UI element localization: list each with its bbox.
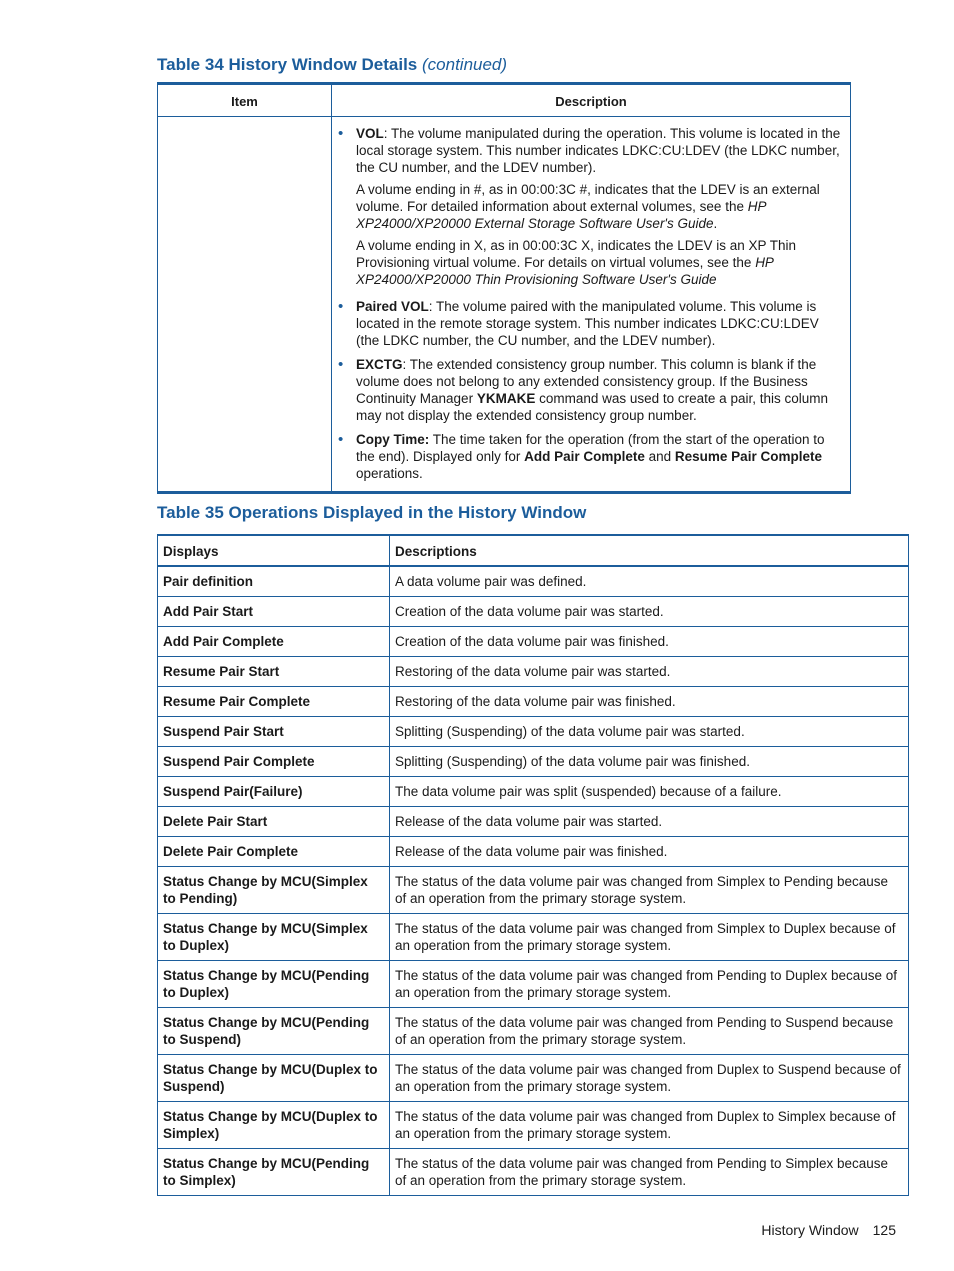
table-row	[158, 777, 909, 807]
display-cell: Suspend Pair Complete	[158, 747, 390, 777]
term-copy-time: Copy Time:	[356, 432, 430, 447]
table-row	[158, 914, 909, 961]
command-ykmake: YKMAKE	[476, 391, 536, 406]
display-cell: Status Change by MCU(Pending to Simplex)	[158, 1149, 390, 1196]
description-cell: Release of the data volume pair was started.	[390, 807, 909, 837]
bullet-vol-p3	[356, 237, 844, 288]
table-header-row	[158, 84, 851, 117]
display-cell: Add Pair Start	[158, 597, 390, 627]
table-row	[158, 1008, 909, 1055]
bullet-paired-vol-text: : The volume paired with the manipulated volume. This volume is located in the remote storage system. This number indicates LDKC:CU:LDEV (the LDKC number, the CU number, and the LDEV number).	[356, 299, 819, 348]
table-row	[158, 1149, 909, 1196]
table-row	[158, 1055, 909, 1102]
description-cell: The status of the data volume pair was changed from Duplex to Simplex because of an operation from the primary storage system.	[390, 1102, 909, 1149]
display-cell: Delete Pair Complete	[158, 837, 390, 867]
display-cell: Suspend Pair Start	[158, 717, 390, 747]
operation-add-pair-complete: Add Pair Complete	[524, 449, 645, 464]
table-row	[158, 117, 851, 493]
column-header-item: Item	[158, 84, 332, 117]
description-cell: Release of the data volume pair was finished.	[390, 837, 909, 867]
display-cell: Delete Pair Start	[158, 807, 390, 837]
table-row	[158, 1102, 909, 1149]
display-cell: Status Change by MCU(Duplex to Simplex)	[158, 1102, 390, 1149]
table-34-caption	[157, 55, 507, 75]
description-cell: The data volume pair was split (suspended) because of a failure.	[390, 777, 909, 807]
table-34-caption-main: Table 34 History Window Details	[157, 55, 418, 74]
bullet-vol-p1	[356, 125, 844, 176]
operation-resume-pair-complete: Resume Pair Complete	[674, 449, 822, 464]
table-row	[158, 657, 909, 687]
table-row	[158, 627, 909, 657]
display-cell: Status Change by MCU(Simplex to Duplex)	[158, 914, 390, 961]
display-cell: Resume Pair Complete	[158, 687, 390, 717]
page-number: 125	[872, 1222, 896, 1238]
table-row	[158, 837, 909, 867]
table-row	[158, 807, 909, 837]
table-row	[158, 597, 909, 627]
table-row	[158, 961, 909, 1008]
bullet-exctg	[356, 356, 844, 424]
description-cell: The status of the data volume pair was changed from Pending to Duplex because of an operation from the primary storage system.	[390, 961, 909, 1008]
description-cell: The status of the data volume pair was changed from Simplex to Pending because of an operation from the primary storage system.	[390, 867, 909, 914]
description-cell: The status of the data volume pair was changed from Pending to Simplex because of an operation from the primary storage system.	[390, 1149, 909, 1196]
table-row	[158, 747, 909, 777]
guide-reference-thin-provisioning: HP XP24000/XP20000 Thin Provisioning Software User's Guide	[356, 255, 774, 287]
description-cell: Splitting (Suspending) of the data volume pair was started.	[390, 717, 909, 747]
table-35-caption: Table 35 Operations Displayed in the History Window	[157, 503, 587, 522]
bullet-copy-time-text-1: The time taken for the operation (from the start of the operation to the end). Displayed only for	[356, 432, 825, 464]
display-cell: Suspend Pair(Failure)	[158, 777, 390, 807]
column-header-displays: Displays	[158, 535, 390, 566]
history-window-details-table	[157, 82, 851, 494]
item-cell	[158, 117, 332, 493]
term-exctg: EXCTG	[356, 357, 403, 372]
table-row	[158, 867, 909, 914]
bullet-exctg-text-2: command was used to create a pair, this column may not display the extended consistency group number.	[356, 391, 828, 423]
bullet-vol-text: : The volume manipulated during the operation. This volume is located in the local storage system. This number indicates LDKC:CU:LDEV (the LDKC number, the CU number, and the LDEV number).	[356, 126, 841, 175]
description-cell	[332, 117, 851, 493]
description-cell: A data volume pair was defined.	[390, 566, 909, 597]
display-cell: Pair definition	[158, 566, 390, 597]
description-cell: The status of the data volume pair was changed from Simplex to Duplex because of an operation from the primary storage system.	[390, 914, 909, 961]
guide-reference-external: HP XP24000/XP20000 External Storage Software User's Guide	[356, 199, 766, 231]
term-paired-vol: Paired VOL	[356, 299, 429, 314]
display-cell: Add Pair Complete	[158, 627, 390, 657]
description-cell: Restoring of the data volume pair was started.	[390, 657, 909, 687]
table-row	[158, 687, 909, 717]
page-footer	[761, 1222, 896, 1238]
bullet-vol-p2-text: A volume ending in #, as in 00:00:3C #, indicates that the LDEV is an external volume. For detailed information about external volumes, see the	[356, 182, 820, 214]
bullet-vol	[356, 125, 844, 288]
display-cell: Resume Pair Start	[158, 657, 390, 687]
display-cell: Status Change by MCU(Pending to Suspend)	[158, 1008, 390, 1055]
description-cell: The status of the data volume pair was changed from Duplex to Suspend because of an operation from the primary storage system.	[390, 1055, 909, 1102]
bullet-copy-time-and: and	[644, 449, 675, 464]
table-34-caption-suffix: (continued)	[422, 55, 508, 74]
footer-section-title: History Window	[761, 1222, 859, 1238]
bullet-copy-time-text-2: operations.	[356, 466, 423, 481]
operations-table-body	[158, 566, 909, 1196]
display-cell: Status Change by MCU(Pending to Duplex)	[158, 961, 390, 1008]
column-header-description: Description	[332, 84, 851, 117]
operations-table	[157, 534, 909, 1196]
description-cell: Creation of the data volume pair was started.	[390, 597, 909, 627]
bullet-paired-vol	[356, 298, 844, 349]
description-cell: Splitting (Suspending) of the data volume pair was finished.	[390, 747, 909, 777]
table-row	[158, 566, 909, 597]
display-cell: Status Change by MCU(Duplex to Suspend)	[158, 1055, 390, 1102]
bullet-vol-p2: A volume ending in #, as in 00:00:3C #, indicates that the LDEV is an external volume. For detailed information about external volumes, see the HP XP24000/XP20000 External Storage Software User's Guide.	[356, 182, 820, 231]
bullet-vol-p3-text: A volume ending in X, as in 00:00:3C X, indicates the LDEV is an XP Thin Provisioning virtual volume. For details on virtual volumes, see the	[356, 238, 797, 270]
display-cell: Status Change by MCU(Simplex to Pending)	[158, 867, 390, 914]
bullet-copy-time	[356, 431, 844, 482]
description-cell: The status of the data volume pair was changed from Pending to Suspend because of an operation from the primary storage system.	[390, 1008, 909, 1055]
description-cell: Creation of the data volume pair was finished.	[390, 627, 909, 657]
term-vol: VOL	[356, 126, 384, 141]
column-header-descriptions: Descriptions	[390, 535, 909, 566]
bullet-exctg-text-1: : The extended consistency group number. This column is blank if the volume does not belong to any extended consistency group. If the Business Continuity Manager	[356, 357, 817, 406]
table-row	[158, 717, 909, 747]
description-cell: Restoring of the data volume pair was finished.	[390, 687, 909, 717]
table-header-row	[158, 535, 909, 566]
